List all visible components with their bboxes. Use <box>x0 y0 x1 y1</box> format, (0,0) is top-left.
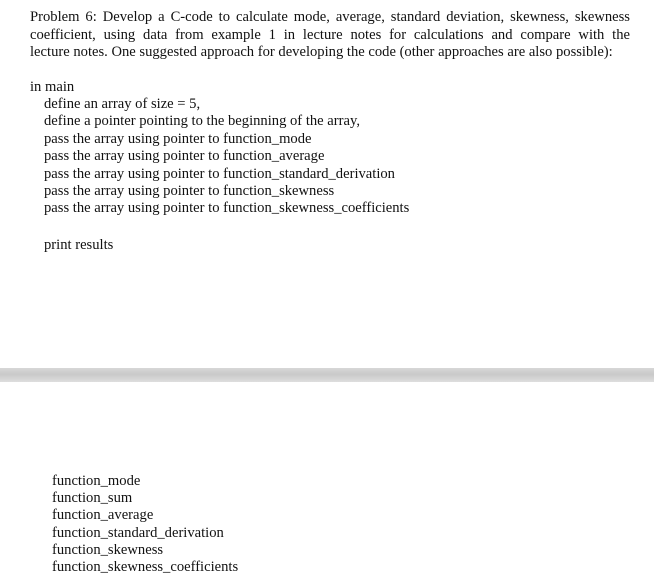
problem-line: coefficient, using data from example 1 in lecture notes for calculations and compare with the <box>30 26 630 43</box>
function-item: function_skewness_coefficients <box>52 559 239 576</box>
main-step: define a pointer pointing to the beginning of the array, <box>44 113 360 130</box>
function-item: function_mode <box>52 473 141 489</box>
main-step: pass the array using pointer to function_standard_derivation <box>44 165 395 182</box>
function-list <box>52 473 238 576</box>
function-item: function_sum <box>52 490 133 507</box>
problem-line: lecture notes. One suggested approach for developing the code (other approaches are also possible): <box>30 44 613 61</box>
problem-statement <box>30 9 630 62</box>
page-divider <box>0 368 654 382</box>
function-item: function_average <box>52 507 154 524</box>
main-step: define an array of size = 5, <box>44 96 201 112</box>
main-step: pass the array using pointer to function_average <box>44 148 325 165</box>
function-item: function_skewness <box>52 541 164 558</box>
main-step: pass the array using pointer to function_skewness <box>44 183 335 200</box>
function-item: function_standard_derivation <box>52 524 224 541</box>
problem-line: Problem 6: Develop a C-code to calculate mode, average, standard deviation, skewness, skewness <box>30 9 630 25</box>
main-steps-list <box>44 96 409 218</box>
main-step: pass the array using pointer to function_skewness_coefficients <box>44 200 410 217</box>
main-label: in main <box>30 79 75 95</box>
main-step: pass the array using pointer to function_mode <box>44 130 312 147</box>
print-results: print results <box>44 237 114 253</box>
